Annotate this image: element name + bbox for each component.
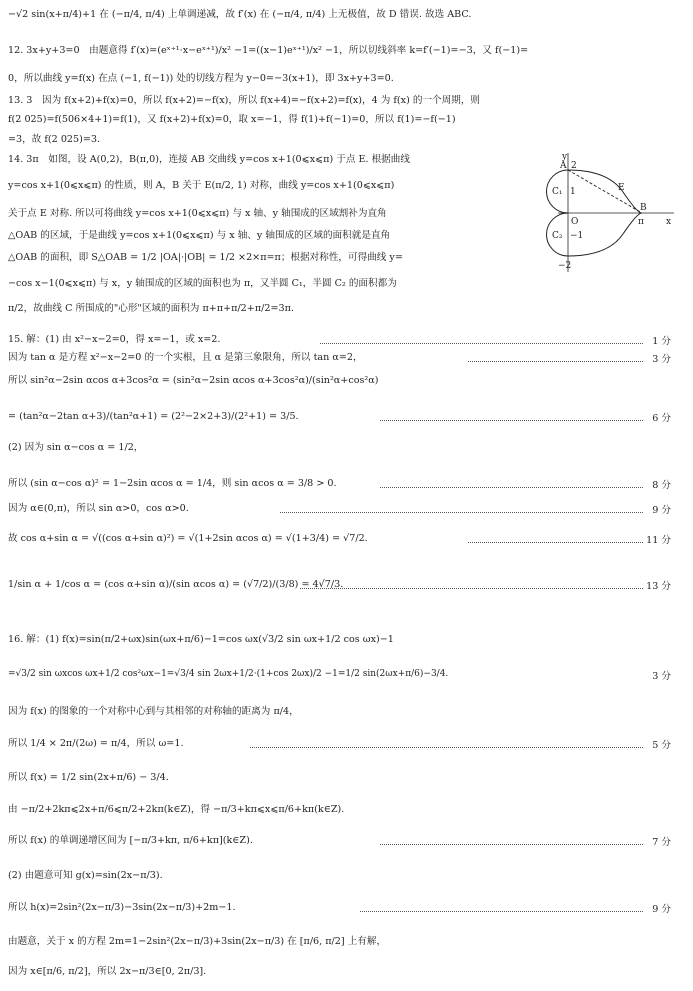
c2-label: C₂ — [552, 231, 563, 241]
dot-leader — [250, 747, 643, 748]
text-line: 所以 1/4 × 2π/(2ω) = π/4，所以 ω=1. — [8, 738, 184, 749]
score-mark: 3 分 — [652, 354, 671, 365]
c1-label: C₁ — [552, 187, 563, 197]
y-axis-label: y — [562, 152, 568, 162]
text-line: 13. 3 因为 f(x+2)+f(x)=0，所以 f(x+2)=−f(x)，所以 f(x+4)=−f(x+2)=f(x)，4 为 f(x) 的一个周期，则 — [8, 95, 481, 106]
dot-leader — [468, 542, 643, 543]
score-mark: 1 分 — [652, 336, 671, 347]
score-mark: 13 分 — [646, 581, 671, 592]
score-mark: 5 分 — [652, 740, 671, 751]
text-line: 16. 解：(1) f(x)=sin(π/2+ωx)sin(ωx+π/6)−1=cos ωx(√3/2 sin ωx+1/2 cos ωx)−1 — [8, 634, 394, 645]
text-line: 所以 h(x)=2sin²(2x−π/3)−3sin(2x−π/3)+2m−1. — [8, 902, 236, 913]
text-line: △OAB 的面积，即 S△OAB = 1/2 |OA|·|OB| = 1/2 ×2×π=π；根据对称性，可得曲线 y= — [8, 252, 403, 263]
point-b-label: B — [640, 203, 647, 213]
text-line: 因为 tan α 是方程 x²−x−2=0 的一个实根，且 α 是第三象限角，所以 tan α=2， — [8, 352, 363, 363]
dot-leader — [380, 844, 643, 845]
score-mark: 6 分 — [652, 413, 671, 424]
text-line: 12. 3x+y+3=0 由题意得 f′(x)=(eˣ⁺¹·x−eˣ⁺¹)/x² −1=((x−1)eˣ⁺¹)/x² −1，所以切线斜率 k=f′(−1)=−3，又 f(−1)= — [8, 45, 529, 56]
origin-label: O — [571, 217, 579, 227]
text-line: 关于点 E 对称. 所以可将曲线 y=cos x+1(0⩽x⩽π) 与 x 轴、y 轴围成的区域割补为直角 — [8, 208, 387, 219]
dot-leader — [320, 343, 643, 344]
point-e-label: E — [618, 183, 625, 193]
dot-leader — [280, 512, 643, 513]
text-line: 1/sin α + 1/cos α = (cos α+sin α)/(sin αcos α) = (√7/2)/(3/8) = 4√7/3. — [8, 579, 344, 590]
text-line: 因为 x∈[π/6, π/2]，所以 2x−π/3∈[0, 2π/3]. — [8, 966, 207, 977]
dot-leader — [380, 420, 643, 421]
text-line: 故 cos α+sin α = √((cos α+sin α)²) = √(1+2sin αcos α) = √(1+3/4) = √7/2. — [8, 533, 368, 544]
tick-pi-label: π — [638, 217, 644, 227]
score-mark: 8 分 — [652, 480, 671, 491]
text-line: 所以 (sin α−cos α)² = 1−2sin αcos α = 1/4，则 sin αcos α = 3/8 > 0. — [8, 478, 337, 489]
text-line: 因为 α∈(0,π)，所以 sin α>0，cos α>0. — [8, 503, 189, 514]
text-line: 14. 3π 如图，设 A(0,2)，B(π,0)，连接 AB 交曲线 y=cos x+1(0⩽x⩽π) 于点 E. 根据曲线 — [8, 154, 410, 165]
text-line: 0，所以曲线 y=f(x) 在点 (−1, f(−1)) 处的切线方程为 y−0=−3(x+1)，即 3x+y+3=0. — [8, 73, 394, 84]
score-mark: 9 分 — [652, 505, 671, 516]
text-line: π/2，故曲线 C 所围成的"心形"区域的面积为 π+π+π/2+π/2=3π. — [8, 303, 294, 314]
text-line: 15. 解：(1) 由 x²−x−2=0，得 x=−1，或 x=2. — [8, 334, 221, 345]
x-axis-label: x — [666, 217, 672, 227]
text-line: f(2 025)=f(506×4+1)=f(1)，又 f(x+2)+f(x)=0，取 x=−1，得 f(1)+f(−1)=0，所以 f(1)=−f(−1) — [8, 114, 456, 125]
text-line: △OAB 的区域，于是曲线 y=cos x+1(0⩽x⩽π) 与 x 轴、y 轴围成的区域的面积就是直角 — [8, 230, 391, 241]
text-line: (2) 由题意可知 g(x)=sin(2x−π/3). — [8, 870, 163, 881]
score-mark: 7 分 — [652, 837, 671, 848]
text-line: =√3/2 sin ωxcos ωx+1/2 cos²ωx−1=√3/4 sin 2ωx+1/2·(1+cos 2ωx)/2 −1=1/2 sin(2ωx+π/6)−3/4. — [8, 669, 449, 679]
point-a-label: A — [560, 161, 567, 171]
text-line: y=cos x+1(0⩽x⩽π) 的性质，则 A，B 关于 E(π/2, 1) 对称，曲线 y=cos x+1(0⩽x⩽π) — [8, 180, 395, 191]
dot-leader — [300, 588, 643, 589]
text-line: 由 −π/2+2kπ⩽2x+π/6⩽π/2+2kπ(k∈Z)，得 −π/3+kπ⩽x⩽π/6+kπ(k∈Z). — [8, 804, 345, 815]
text-line: 所以 f(x) = 1/2 sin(2x+π/6) − 3/4. — [8, 772, 169, 783]
heart-shape-figure — [538, 150, 678, 276]
tick-1-label: 1 — [570, 187, 576, 197]
tick-minus2-label: −2 — [558, 261, 572, 271]
text-line: 所以 f(x) 的单调递增区间为 [−π/3+kπ, π/6+kπ](k∈Z). — [8, 835, 253, 846]
text-line: −√2 sin(x+π/4)+1 在 (−π/4, π/4) 上单调递减，故 f′(x) 在 (−π/4, π/4) 上无极值，故 D 错误. 故选 ABC. — [8, 9, 472, 20]
text-line: 因为 f(x) 的图象的一个对称中心到与其相邻的对称轴的距离为 π/4， — [8, 706, 299, 717]
text-line: 由题意，关于 x 的方程 2m=1−2sin²(2x−π/3)+3sin(2x−π/3) 在 [π/6, π/2] 上有解， — [8, 936, 387, 947]
tick-minus1-label: −1 — [570, 231, 584, 241]
tick-2-label: 2 — [571, 161, 577, 171]
score-mark: 11 分 — [646, 535, 671, 546]
text-line: −cos x−1(0⩽x⩽π) 与 x，y 轴围成的区域的面积也为 π，又半圆 C₁，半圆 C₂ 的面积都为 — [8, 278, 397, 289]
score-mark: 9 分 — [652, 904, 671, 915]
dot-leader — [468, 361, 643, 362]
text-line: (2) 因为 sin α−cos α = 1/2， — [8, 442, 144, 453]
text-line: 所以 sin²α−2sin αcos α+3cos²α = (sin²α−2sin αcos α+3cos²α)/(sin²α+cos²α) — [8, 375, 379, 386]
score-mark: 3 分 — [652, 671, 671, 682]
dot-leader — [380, 487, 643, 488]
dot-leader — [360, 911, 643, 912]
text-line: =3，故 f(2 025)=3. — [8, 134, 101, 145]
text-line: = (tan²α−2tan α+3)/(tan²α+1) = (2²−2×2+3)/(2²+1) = 3/5. — [8, 411, 299, 422]
